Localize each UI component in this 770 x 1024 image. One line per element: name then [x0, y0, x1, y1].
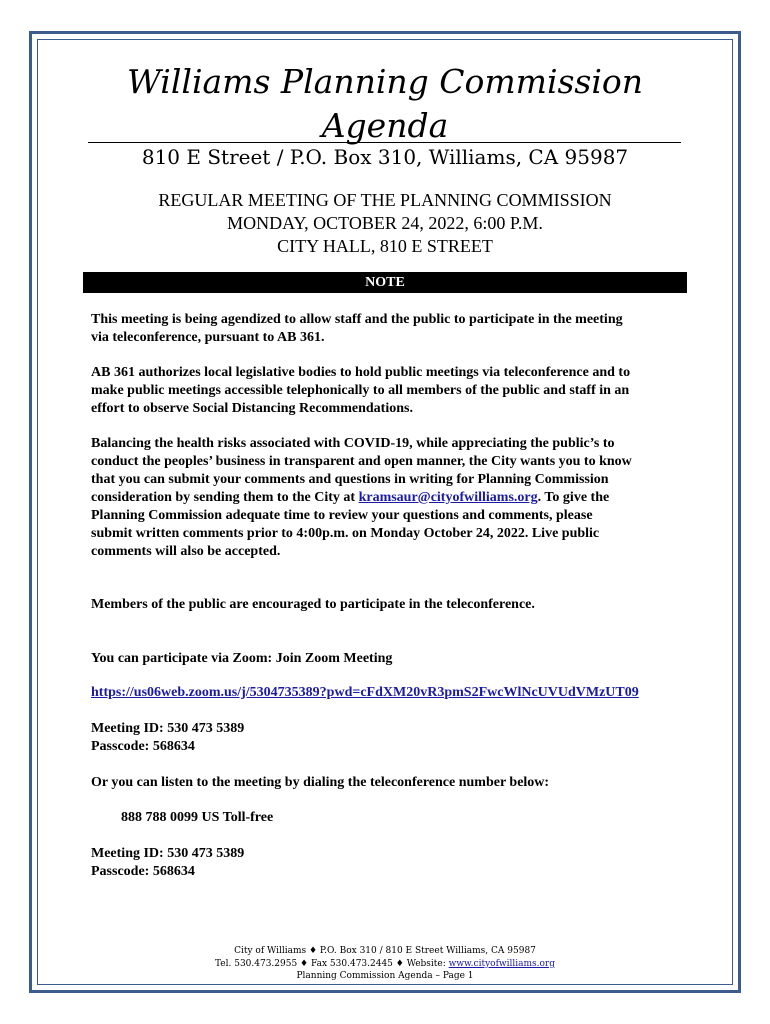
meeting-location: CITY HALL, 810 E STREET [277, 236, 493, 256]
footer-phone-fax: Tel. 530.473.2955 ♦ Fax 530.473.2445 ♦ Website: [214, 959, 449, 969]
paragraph-line: submit written comments prior to 4:00p.m. on Monday October 24, 2022. Live public [91, 526, 600, 541]
meeting-id: Meeting ID: 530 473 5389 [91, 721, 245, 736]
zoom-intro: You can participate via Zoom: Join Zoom Meeting [91, 651, 393, 666]
meeting-datetime: MONDAY, OCTOBER 24, 2022, 6:00 P.M. [227, 213, 543, 233]
paragraph-line: Balancing the health risks associated with COVID-19, while appreciating the public’s to [91, 436, 615, 451]
text-segment: . To give the [537, 490, 610, 505]
document-title: Williams Planning Commission [126, 62, 644, 101]
text-segment: consideration by sending them to the City at [91, 490, 359, 505]
email-link[interactable]: kramsaur@cityofwilliams.org [358, 490, 538, 505]
paragraph-line: via teleconference, pursuant to AB 361. [91, 330, 325, 345]
paragraph-line: make public meetings accessible telephonically to all members of the public and staff in an [91, 383, 630, 398]
paragraph-line: comments will also be accepted. [91, 544, 281, 559]
paragraph-line: Planning Commission adequate time to review your questions and comments, please [91, 508, 593, 523]
paragraph-line [91, 489, 691, 507]
meeting-type: REGULAR MEETING OF THE PLANNING COMMISSION [158, 190, 612, 210]
website-link[interactable]: www.cityofwilliams.org [448, 959, 555, 969]
paragraph-line: conduct the peoples’ business in transparent and open manner, the City wants you to know [91, 454, 632, 469]
passcode: Passcode: 568634 [91, 864, 195, 879]
phone-number: 888 788 0099 US Toll-free [121, 810, 274, 825]
dial-intro: Or you can listen to the meeting by dialing the teleconference number below: [91, 775, 550, 790]
footer-address: City of Williams ♦ P.O. Box 310 / 810 E Street Williams, CA 95987 [234, 946, 536, 956]
paragraph-line: This meeting is being agendized to allow staff and the public to participate in the meeting [91, 312, 623, 327]
page-number: Planning Commission Agenda – Page 1 [296, 971, 474, 981]
header-address: 810 E Street / P.O. Box 310, Williams, CA 95987 [141, 145, 629, 169]
document-title-line2: Agenda [321, 106, 449, 145]
paragraph-line: effort to observe Social Distancing Recommendations. [91, 401, 413, 416]
passcode: Passcode: 568634 [91, 739, 195, 754]
meeting-id: Meeting ID: 530 473 5389 [91, 846, 245, 861]
footer-contact [0, 958, 770, 970]
paragraph-line: that you can submit your comments and questions in writing for Planning Commission [91, 472, 609, 487]
paragraph-line: AB 361 authorizes local legislative bodies to hold public meetings via teleconference and to [91, 365, 631, 380]
paragraph-line: Members of the public are encouraged to participate in the teleconference. [91, 597, 535, 612]
note-heading: NOTE [83, 272, 687, 293]
zoom-link[interactable]: https://us06web.zoom.us/j/5304735389?pwd=cFdXM20vR3pmS2FwcWlNcUVUdVMzUT09 [91, 685, 639, 700]
